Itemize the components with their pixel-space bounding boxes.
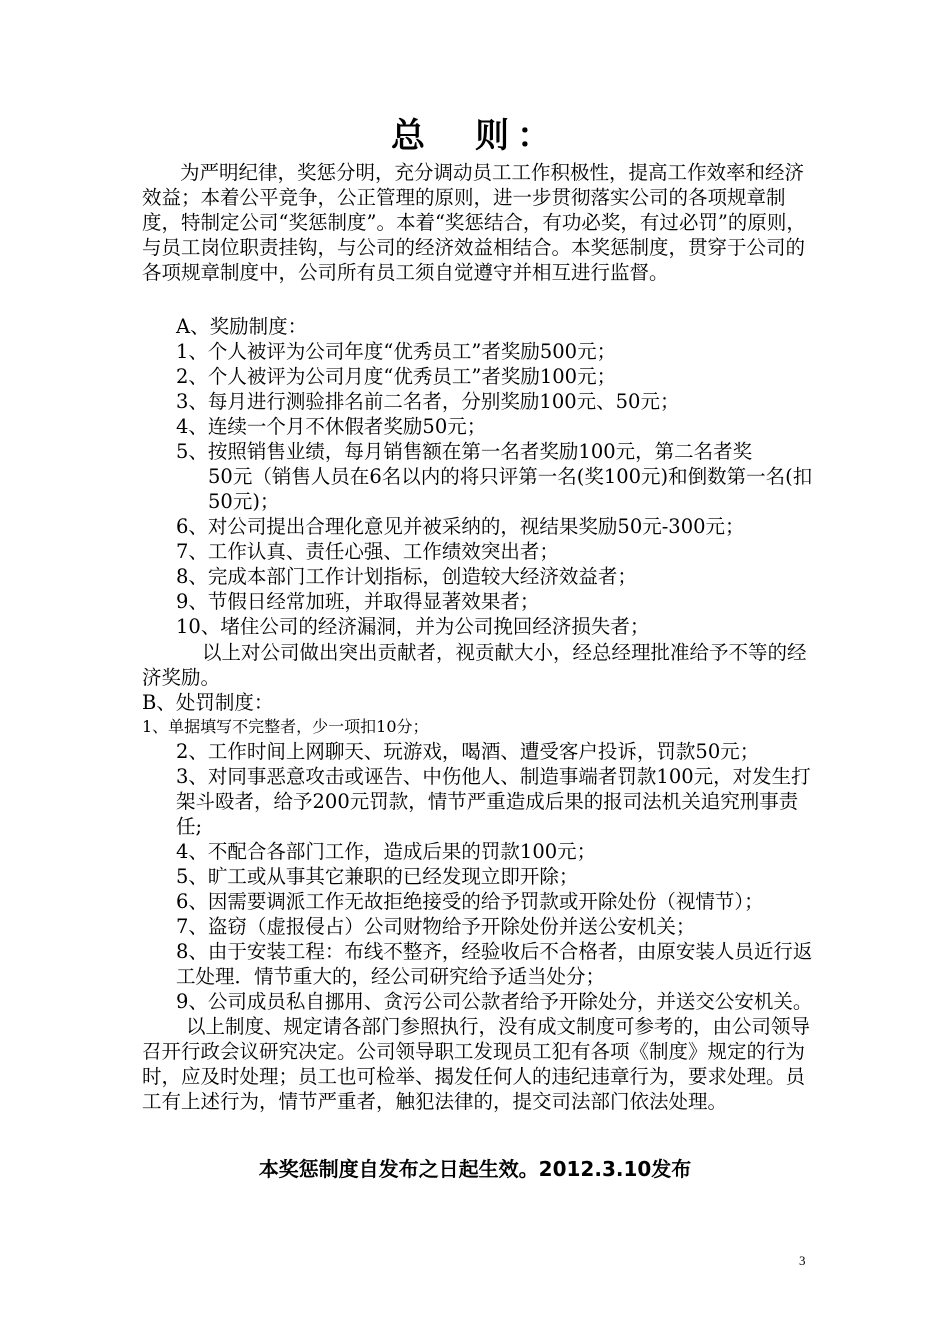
- reward-summary: 以上对公司做出突出贡献者，视贡献大小，经总经理批准给予不等的经济奖励。: [142, 641, 807, 689]
- reward-section: [142, 314, 814, 1114]
- reward-item-5-rest: 50元（销售人员在6名以内的将只评第一名(奖100元)和倒数第一名(扣50元)；: [208, 465, 813, 513]
- reward-item-5-first: 5、按照销售业绩，每月销售额在第一名者奖励100元，第二名者奖: [176, 440, 753, 463]
- intro-paragraph: 为严明纪律，奖惩分明，充分调动员工工作积极性，提高工作效率和经济效益；本着公平竞争，公正管理的原则，进一步贯彻落实公司的各项规章制度，特制定公司“奖惩制度”。本着“奖惩结合，有功必奖，有过必罚”的原则，与员工岗位职责挂钩，与公司的经济效益相结合。本奖惩制度，贯穿于公司的各项规章制度中，公司所有员工须自觉遵守并相互进行监督。: [142, 161, 806, 284]
- penalty-item-8: 8、由于安装工程：布线不整齐，经验收后不合格者，由原安装人员近行返工处理．情节重大的，经公司研究给予适当处分；: [176, 940, 813, 988]
- penalty-item-2: 2、工作时间上网聊天、玩游戏，喝酒、遭受客户投诉，罚款50元；: [176, 740, 760, 763]
- penalty-item-1: 1、单据填写不完整者，少一项扣10分；: [142, 717, 429, 736]
- reward-item-9: 9、节假日经常加班，并取得显著效果者；: [176, 590, 540, 613]
- penalty-heading: B、处罚制度：: [142, 691, 274, 714]
- reward-item-8: 8、完成本部门工作计划指标，创造较大经济效益者；: [176, 565, 637, 588]
- page-number: 3: [799, 1253, 806, 1268]
- reward-item-3: 3、每月进行测验排名前二名者，分别奖励100元、50元；: [176, 390, 680, 413]
- penalty-item-3: 3、对同事恶意攻击或诬告、中伤他人、制造事端者罚款100元，对发生打架斗殴者，给予200元罚款，情节严重造成后果的报司法机关追究刑事责任;: [176, 765, 811, 838]
- reward-item-6: 6、对公司提出合理化意见并被采纳的，视结果奖励50元-300元；: [176, 515, 745, 538]
- penalty-item-5: 5、旷工或从事其它兼职的已经发现立即开除；: [176, 865, 579, 888]
- reward-item-2: 2、个人被评为公司月度“优秀员工”者奖励100元；: [176, 365, 617, 388]
- reward-item-4: 4、连续一个月不休假者奖励50元；: [176, 415, 487, 438]
- penalty-item-4: 4、不配合各部门工作，造成后果的罚款100元；: [176, 840, 597, 863]
- reward-item-7: 7、工作认真、责任心强、工作绩效突出者；: [176, 540, 559, 563]
- reward-item-1: 1、个人被评为公司年度“优秀员工”者奖励500元；: [176, 340, 617, 363]
- penalty-item-9: 9、公司成员私自挪用、贪污公司公款者给予开除处分，并送交公安机关。: [176, 990, 813, 1013]
- reward-item-5: [142, 439, 814, 514]
- closing-paragraph: 以上制度、规定请各部门参照执行，没有成文制度可参考的，由公司领导召开行政会议研究决定。公司领导职工发现员工犯有各项《制度》规定的行为时，应及时处理；员工也可检举、揭发任何人的违纪违章行为，要求处理。员工有上述行为，情节严重者，触犯法律的，提交司法部门依法处理。: [142, 1015, 811, 1113]
- penalty-section: [142, 690, 814, 1014]
- page-title: 总 则：: [391, 116, 559, 156]
- reward-heading: A、奖励制度：: [176, 315, 308, 338]
- penalty-item-7: 7、盗窃（虚报侵占）公司财物给予开除处份并送公安机关；: [176, 915, 696, 938]
- penalty-item-6: 6、因需要调派工作无故拒绝接受的给予罚款或开除处份（视情节）；: [176, 890, 764, 913]
- reward-item-10: 10、堵住公司的经济漏洞，并为公司挽回经济损失者；: [176, 615, 650, 638]
- effective-date-line: 本奖惩制度自发布之日起生效。2012.3.10发布: [258, 1157, 692, 1181]
